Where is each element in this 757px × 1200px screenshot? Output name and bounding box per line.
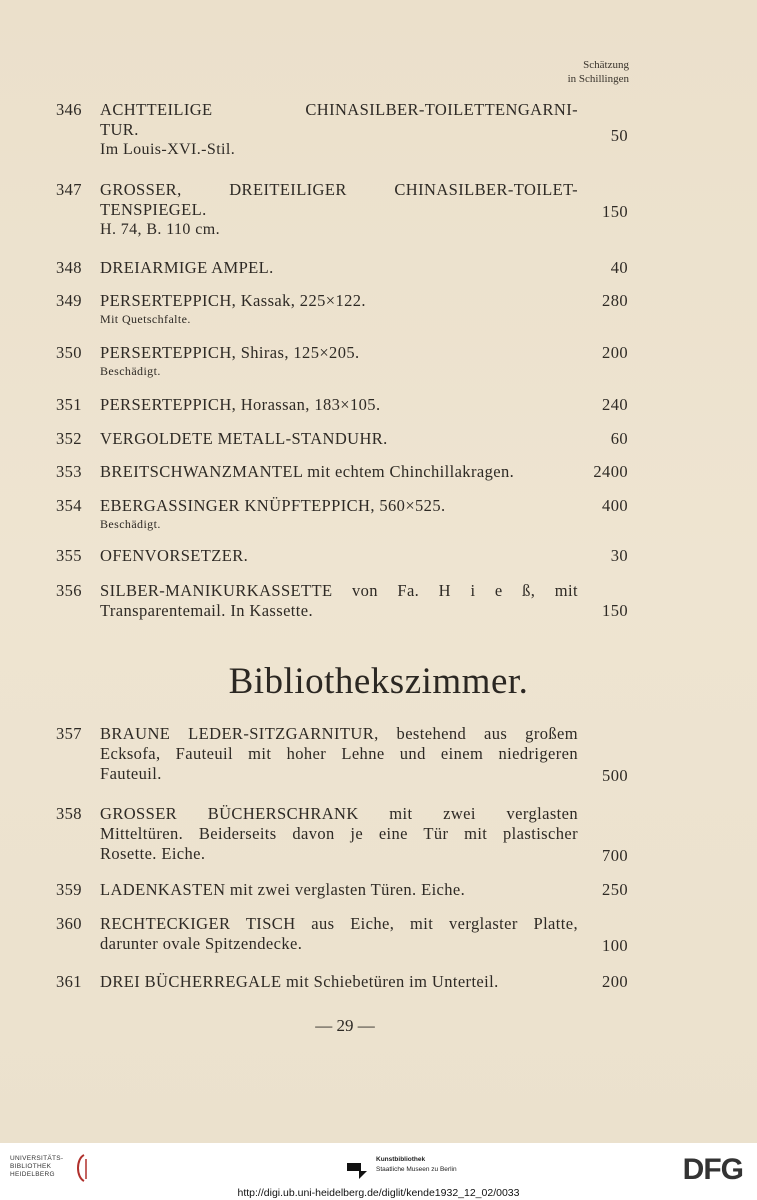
- lot-text-line: OFENVORSETZER.: [100, 546, 249, 565]
- lot-price: 2400: [593, 462, 628, 481]
- lot-number: 349: [56, 291, 82, 310]
- lot-price: 100: [602, 936, 628, 955]
- lot-price: 240: [602, 395, 628, 414]
- lot-entry: [56, 100, 628, 160]
- lot-text-line: GROSSER, DREITEILIGER CHINASILBER-TOILET-: [100, 180, 578, 199]
- lot-price: 60: [610, 429, 628, 448]
- lot-text-line: darunter ovale Spitzendecke.: [100, 934, 303, 953]
- header-line-1: Schätzung: [583, 59, 629, 71]
- lot-text-line: GROSSER BÜCHERSCHRANK mit zwei verglasten: [100, 804, 578, 823]
- lot-entry: [56, 496, 628, 532]
- digitization-footer: [0, 1143, 757, 1200]
- lot-price: 280: [602, 291, 628, 310]
- lot-number: 361: [56, 972, 82, 991]
- lot-price: 200: [602, 343, 628, 362]
- lot-entry: [56, 914, 628, 954]
- lot-text-line: TENSPIEGEL.: [100, 200, 207, 219]
- lot-number: 359: [56, 880, 82, 899]
- university-logo-icon: [72, 1153, 92, 1183]
- lot-price: 400: [602, 496, 628, 515]
- lot-text-line: BREITSCHWANZMANTEL mit echtem Chinchillakragen.: [100, 462, 515, 481]
- lot-text-line: SILBER-MANIKURKASSETTE von Fa. H i e ß, mit: [100, 581, 578, 600]
- lot-price: 500: [602, 766, 628, 785]
- lot-entry: [56, 880, 628, 900]
- lot-text-line: TUR.: [100, 120, 139, 139]
- lot-note: Beschädigt.: [100, 517, 161, 531]
- lot-entry: [56, 429, 628, 449]
- lot-price: 150: [602, 202, 628, 221]
- lot-text-line: DREI BÜCHERREGALE mit Schiebetüren im Unterteil.: [100, 972, 499, 991]
- lot-text-line: LADENKASTEN mit zwei verglasten Türen. Eiche.: [100, 880, 466, 899]
- lot-entry: [56, 724, 628, 784]
- lot-note: Im Louis-XVI.-Stil.: [100, 141, 236, 158]
- lot-text-line: PERSERTEPPICH, Shiras, 125×205.: [100, 343, 360, 362]
- lot-entry: [56, 395, 628, 415]
- lot-number: 348: [56, 258, 82, 277]
- lot-text-line: VERGOLDETE METALL-STANDUHR.: [100, 429, 388, 448]
- lot-entry: [56, 343, 628, 379]
- price-column-header: [509, 58, 629, 86]
- lot-entry: [56, 258, 628, 278]
- lot-number: 360: [56, 914, 82, 933]
- lot-entry: [56, 581, 628, 621]
- lot-number: 357: [56, 724, 82, 743]
- lot-text-line: DREIARMIGE AMPEL.: [100, 258, 274, 277]
- lot-text-line: ACHTTEILIGE CHINASILBER-TOILETTENGARNI-: [100, 100, 578, 119]
- lot-text-line: Mitteltüren. Beiderseits davon je eine Tür mit plastischer: [100, 824, 578, 843]
- lot-price: 200: [602, 972, 628, 991]
- lot-number: 347: [56, 180, 82, 199]
- lot-note: H. 74, B. 110 cm.: [100, 221, 220, 238]
- lot-price: 250: [602, 880, 628, 899]
- lot-number: 351: [56, 395, 82, 414]
- lot-text-line: PERSERTEPPICH, Horassan, 183×105.: [100, 395, 381, 414]
- lot-text-line: Ecksofa, Fauteuil mit hoher Lehne und einem niedrigeren: [100, 744, 578, 763]
- lot-text-line: EBERGASSINGER KNÜPFTEPPICH, 560×525.: [100, 496, 446, 515]
- lot-price: 150: [602, 601, 628, 620]
- lot-text-line: PERSERTEPPICH, Kassak, 225×122.: [100, 291, 366, 310]
- lot-text-line: Transparentemail. In Kassette.: [100, 601, 314, 620]
- lot-text-line: RECHTECKIGER TISCH aus Eiche, mit verglaster Platte,: [100, 914, 578, 933]
- lot-text-line: Rosette. Eiche.: [100, 844, 206, 863]
- lot-entry: [56, 462, 628, 482]
- lot-text-line: BRAUNE LEDER-SITZGARNITUR, bestehend aus großem: [100, 724, 578, 743]
- kunstbibliothek-label: Kunstbibliothek Staatliche Museen zu Berlin: [376, 1156, 457, 1173]
- lot-number: 353: [56, 462, 82, 481]
- lot-number: 346: [56, 100, 82, 119]
- lot-number: 354: [56, 496, 82, 515]
- lot-entry: [56, 291, 628, 327]
- lot-price: 50: [610, 126, 628, 145]
- lot-note: Beschädigt.: [100, 364, 161, 378]
- lot-price: 40: [610, 258, 628, 277]
- header-line-2: in Schillingen: [567, 73, 629, 85]
- lot-price: 700: [602, 846, 628, 865]
- lot-number: 352: [56, 429, 82, 448]
- lot-number: 350: [56, 343, 82, 362]
- section-title: Bibliothekszimmer.: [228, 661, 529, 702]
- lot-number: 358: [56, 804, 82, 823]
- lot-price: 30: [610, 546, 628, 565]
- source-url[interactable]: http://digi.ub.uni-heidelberg.de/diglit/kende1932_12_02/0033: [237, 1187, 520, 1199]
- university-library-label: UNIVERSITÄTS- BIBLIOTHEK HEIDELBERG: [10, 1155, 64, 1178]
- dfg-logo: DFG: [682, 1153, 743, 1186]
- lot-text-line: Fauteuil.: [100, 764, 162, 783]
- lot-note: Mit Quetschfalte.: [100, 312, 191, 326]
- lot-number: 355: [56, 546, 82, 565]
- lot-entry: [56, 804, 628, 864]
- page-number: — 29 —: [315, 1016, 375, 1035]
- lot-entry: [56, 546, 628, 566]
- lot-number: 356: [56, 581, 82, 600]
- lot-entry: [56, 972, 628, 992]
- lot-entry: [56, 180, 628, 240]
- kunstbibliothek-logo-icon: [345, 1157, 369, 1181]
